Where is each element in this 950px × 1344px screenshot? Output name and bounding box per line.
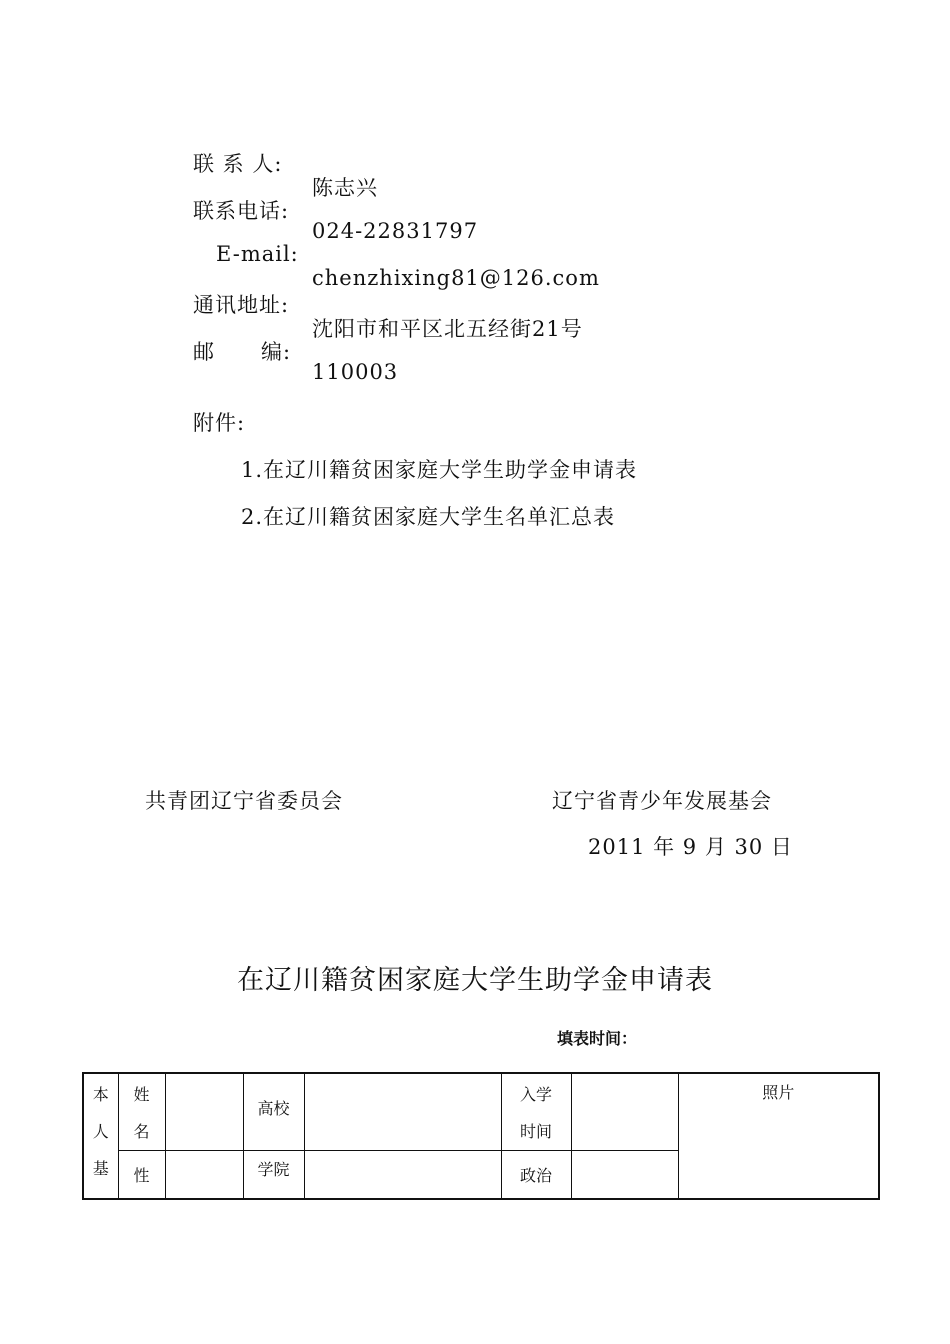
school-label-cell: [243, 1073, 304, 1151]
attachment-item-1: 1.在辽川籍贫困家庭大学生助学金申请表: [241, 458, 638, 482]
contact-phone-label: 联系电话:: [193, 199, 290, 223]
contact-address-label: 通讯地址:: [193, 293, 290, 317]
section-label-cell: [83, 1073, 118, 1199]
name-label-1: 姓: [133, 1085, 150, 1104]
contact-person-value: 陈志兴: [312, 176, 378, 200]
photo-cell[interactable]: [678, 1073, 879, 1199]
college-value-cell[interactable]: [304, 1151, 501, 1199]
contact-postcode-value: 110003: [312, 360, 399, 384]
name-label-2: 名: [133, 1122, 150, 1141]
contact-person-label: 联 系 人:: [193, 152, 283, 176]
political-label: 政治: [519, 1166, 552, 1185]
contact-email-value: chenzhixing81@126.com: [312, 266, 600, 290]
signature-date: 2011 年 9 月 30 日: [588, 835, 793, 859]
fill-time-label: 填表时间：: [557, 1029, 638, 1048]
school-value-cell[interactable]: [304, 1073, 501, 1151]
gender-label-cell: [118, 1151, 165, 1199]
attachment-item-2: 2.在辽川籍贫困家庭大学生名单汇总表: [241, 505, 616, 529]
name-value-cell[interactable]: [165, 1073, 243, 1151]
political-label-cell: [501, 1151, 571, 1199]
contact-email-label: E-mail:: [216, 242, 299, 266]
college-label-cell: [243, 1151, 304, 1199]
contact-phone-value: 024-22831797: [312, 219, 479, 243]
contact-postcode-label: 邮 编:: [193, 340, 292, 364]
contact-postcode-row: [0, 312, 399, 408]
signature-org-2: 辽宁省青少年发展基会: [552, 789, 772, 813]
school-label: 高校: [257, 1099, 290, 1118]
form-title: 在辽川籍贫困家庭大学生助学金申请表: [237, 965, 713, 996]
political-value-cell[interactable]: [571, 1151, 678, 1199]
enroll-label-cell: [501, 1073, 571, 1151]
enroll-label-2: 时间: [519, 1122, 552, 1141]
section-label: 本人基: [92, 1085, 109, 1178]
name-label-cell: [118, 1073, 165, 1151]
college-label: 学院: [257, 1160, 290, 1179]
gender-label: 性: [133, 1166, 150, 1185]
application-form-table: [82, 1072, 880, 1200]
enroll-value-cell[interactable]: [571, 1073, 678, 1151]
attachments-heading: 附件:: [193, 411, 246, 435]
photo-label: 照片: [762, 1083, 795, 1102]
signature-org-1: 共青团辽宁省委员会: [145, 789, 343, 813]
enroll-label-1: 入学: [519, 1085, 552, 1104]
gender-value-cell[interactable]: [165, 1151, 243, 1199]
contact-address-value: 沈阳市和平区北五经街21号: [312, 317, 583, 341]
